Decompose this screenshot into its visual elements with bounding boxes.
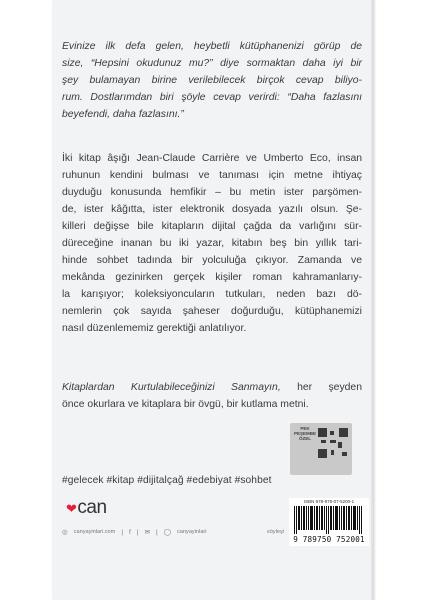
quote-line: rum. Dostlarımdan biri şöyle cevap verirdi: “Daha fazlasını <box>62 92 362 103</box>
hashtags: #gelecek #kitap #dijitalçağ #edebiyat #sohbet <box>62 475 272 486</box>
description-line: duyduğu konusunda hemfikir – bu metin ister parşömen- <box>62 187 362 198</box>
description-line: hinde sohbet tadında bir yolculuğa çıkıyor. Zamanda ve <box>62 255 362 266</box>
website-text: canyayinlari.com <box>73 529 116 535</box>
description-line: de, ister kâğıtta, ister elektronik dosyada yazılı olsun. Şe- <box>62 204 362 215</box>
qr-sticker <box>290 423 352 475</box>
email-icon: ✉ <box>144 529 151 536</box>
quote-line: Evinize ilk defa gelen, heybetli kütüphanenizi görüp de <box>62 41 362 52</box>
description-line: la karışıyor; koleksiyoncuların tutkuları, neden bazı dö- <box>62 289 362 300</box>
publisher-name: can <box>77 497 107 518</box>
cover-edge-shadow <box>371 0 374 600</box>
quote-line: şey bulamayan birine verilebilecek birçok cevap biliyo- <box>62 75 362 86</box>
footer <box>62 528 284 536</box>
description-line: mekânda gezinirken gerçek kişiler roman kahramanlarıy- <box>62 272 362 283</box>
divider: | <box>121 528 124 536</box>
barcode-number: 9 789750 752001 <box>293 535 365 544</box>
barcode-icon <box>294 506 364 534</box>
heart-icon: ❤ <box>66 501 77 516</box>
category-text: söyleşi <box>266 529 284 535</box>
praise-line: önce okurlara ve kitaplara bir övgü, bir kutlama metni. <box>62 399 309 410</box>
isbn-text: ISBN 978-975-07-5200-1 <box>303 499 355 504</box>
description-line: nasıl düzenlememiz gerektiği anlatılıyor. <box>62 323 247 334</box>
book-back-cover <box>52 0 374 600</box>
facebook-icon: f <box>129 528 131 536</box>
publisher-logo <box>66 497 107 519</box>
instagram-icon: ◯ <box>163 529 171 536</box>
praise-line-rest: her şeyden <box>280 382 362 393</box>
divider: | <box>136 528 139 536</box>
description-line: ruhunun kendini bulması ve tanıması için metne ihtiyaç <box>62 170 362 181</box>
description-line: düreceğine inanan bu iki yazar, kitabın beş bin yıllık tari- <box>62 238 362 249</box>
qr-code-icon <box>318 428 348 458</box>
quote-line: size, “Hepsini okudunuz mu?” diye sormaktan daha iyi bir <box>62 58 362 69</box>
globe-icon: ◎ <box>62 529 68 536</box>
quote-line: beyefendi, daha fazlasını.” <box>62 109 184 120</box>
quote-paragraph <box>62 38 362 123</box>
divider: | <box>156 528 158 536</box>
book-title: Kitaplardan Kurtulabileceğinizi Sanmayın, <box>62 382 281 393</box>
praise-line <box>62 379 362 396</box>
praise-paragraph <box>62 379 362 413</box>
description-line: killeri değişse bile kitapların dijital çağda da varlığını sür- <box>62 221 362 232</box>
social-handle: canyayinlari <box>177 529 207 535</box>
barcode-block <box>289 498 369 546</box>
qr-label: PEK PEŞEMBE ÖZEL <box>293 426 316 441</box>
description-line: nemlerin çok sayıda şaheser doğurduğu, kütüphanemizi <box>62 306 362 317</box>
description-line: İki kitap âşığı Jean-Claude Carrière ve Umberto Eco, insan <box>62 153 362 164</box>
description-paragraph <box>62 150 362 337</box>
